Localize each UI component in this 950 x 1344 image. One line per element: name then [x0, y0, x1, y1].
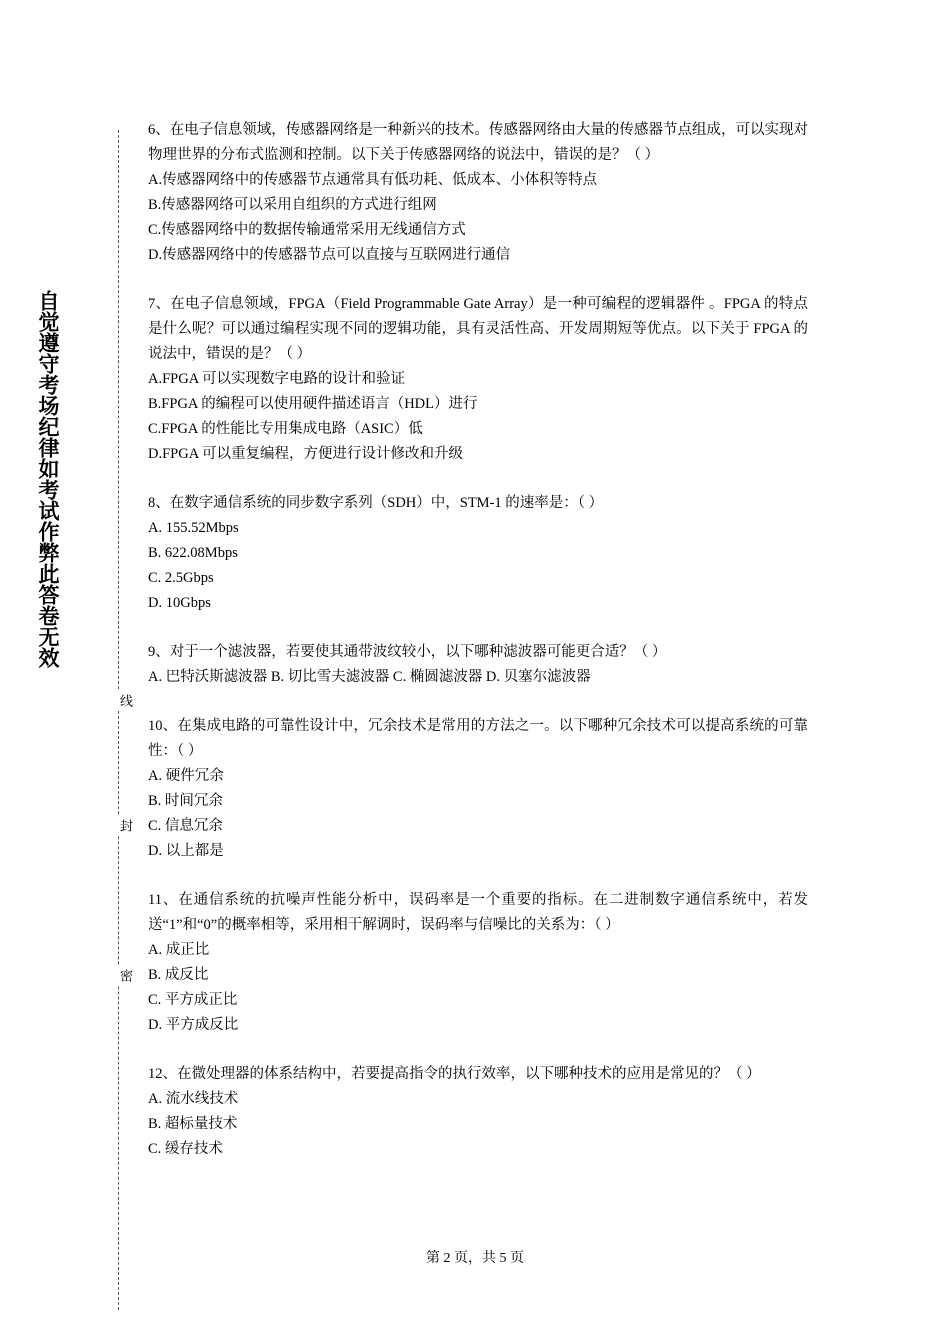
question-option[interactable]: B.FPGA 的编程可以使用硬件描述语言（HDL）进行 [148, 396, 478, 412]
question-stem: 11、在通信系统的抗噪声性能分析中，误码率是一个重要的指标。在二进制数字通信系统中，若发送“1”和“0”的概率相等，采用相干解调时，误码率与信噪比的关系为：（ ） [148, 892, 808, 933]
question-option[interactable]: C.FPGA 的性能比专用集成电路（ASIC）低 [148, 421, 423, 437]
question-stem: 12、在微处理器的体系结构中，若要提高指令的执行效率，以下哪种技术的应用是常见的？（ ） [148, 1066, 761, 1082]
question-item [148, 640, 808, 690]
question-stem: 10、在集成电路的可靠性设计中，冗余技术是常用的方法之一。以下哪种冗余技术可以提高系统的可靠性：（ ） [148, 718, 808, 759]
question-list [148, 118, 808, 1186]
seal-label-3: 密 [103, 965, 133, 986]
question-item [148, 888, 808, 1038]
question-item [148, 491, 808, 616]
question-option[interactable]: B.传感器网络可以采用自组织的方式进行组网 [148, 197, 437, 213]
question-option[interactable]: D. 10Gbps [148, 595, 211, 611]
question-option[interactable]: A. 流水线技术 [148, 1091, 239, 1107]
question-option[interactable]: C. 信息冗余 [148, 818, 223, 834]
question-option[interactable]: D. 平方成反比 [148, 1017, 239, 1033]
question-option[interactable]: D.传感器网络中的传感器节点可以直接与互联网进行通信 [148, 247, 511, 263]
question-option[interactable]: A. 硬件冗余 [148, 768, 224, 784]
question-item [148, 714, 808, 864]
question-option[interactable]: A. 成正比 [148, 942, 210, 958]
question-option[interactable]: A. 巴特沃斯滤波器 B. 切比雪夫滤波器 C. 椭圆滤波器 D. 贝塞尔滤波器 [148, 669, 591, 685]
question-item [148, 1062, 808, 1162]
seal-label-2: 封 [103, 815, 133, 836]
question-option[interactable]: B. 超标量技术 [148, 1116, 238, 1132]
seal-label-1: 线 [103, 690, 133, 711]
question-option[interactable]: C. 2.5Gbps [148, 570, 214, 586]
question-option[interactable]: D.FPGA 可以重复编程，方便进行设计修改和升级 [148, 446, 463, 462]
question-item [148, 118, 808, 268]
question-stem: 8、在数字通信系统的同步数字系列（SDH）中，STM-1 的速率是：（ ） [148, 495, 604, 511]
question-option[interactable]: D. 以上都是 [148, 843, 224, 859]
seal-dashed-line [118, 130, 119, 1310]
question-stem: 7、在电子信息领域，FPGA（Field Programmable Gate Array）是一种可编程的逻辑器件 。FPGA 的特点是什么呢？可以通过编程实现不同的逻辑功能，具有灵活性高、开发周期短等优点。以下关于 FPGA 的说法中，错误的是？（ ） [148, 296, 808, 362]
question-option[interactable]: C.传感器网络中的数据传输通常采用无线通信方式 [148, 222, 466, 238]
question-stem: 9、对于一个滤波器，若要使其通带波纹较小，以下哪种滤波器可能更合适？（ ） [148, 644, 667, 660]
question-stem: 6、在电子信息领域，传感器网络是一种新兴的技术。传感器网络由大量的传感器节点组成，可以实现对物理世界的分布式监测和控制。以下关于传感器网络的说法中，错误的是？（ ） [148, 122, 808, 163]
exam-discipline-notice: 自觉遵守考场纪律如考试作弊此答卷无效 [36, 290, 60, 668]
question-option[interactable]: B. 成反比 [148, 967, 209, 983]
question-option[interactable]: C. 缓存技术 [148, 1141, 223, 1157]
question-option[interactable]: B. 622.08Mbps [148, 545, 238, 561]
question-option[interactable]: A.传感器网络中的传感器节点通常具有低功耗、低成本、小体积等特点 [148, 172, 598, 188]
question-option[interactable]: A. 155.52Mbps [148, 520, 239, 536]
question-option[interactable]: B. 时间冗余 [148, 793, 223, 809]
question-option[interactable]: C. 平方成正比 [148, 992, 238, 1008]
question-option[interactable]: A.FPGA 可以实现数字电路的设计和验证 [148, 371, 405, 387]
page-footer: 第 2 页，共 5 页 [426, 1251, 524, 1266]
question-item [148, 292, 808, 467]
